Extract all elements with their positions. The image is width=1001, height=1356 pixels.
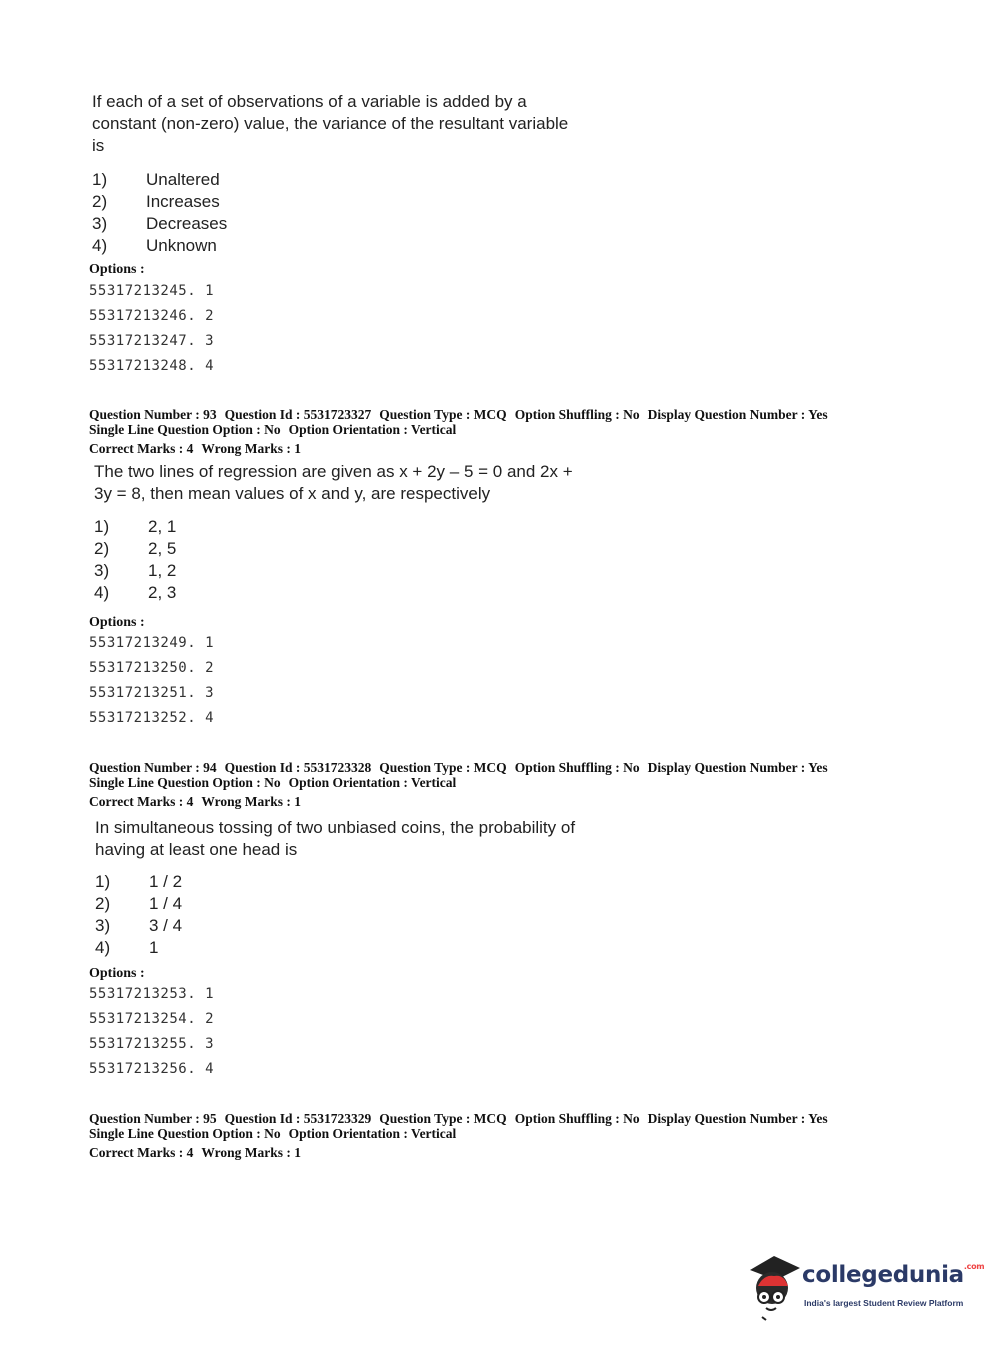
collegedunia-logo: [744, 1252, 985, 1322]
choice-list: [94, 516, 176, 604]
options-label: Options :: [89, 966, 145, 981]
option-id: 55317213256. 4: [89, 1061, 215, 1077]
question-text: The two lines of regression are given as x + 2y – 5 = 0 and 2x + 3y = 8, then mean values of x and y, are respectively: [94, 462, 573, 503]
choice-item: 4) 2, 3: [94, 583, 177, 602]
question-text: In simultaneous tossing of two unbiased coins, the probability of having at least one head is: [95, 818, 576, 859]
choice-item: 2) 1 / 4: [95, 894, 183, 913]
option-id: 55317213250. 2: [89, 660, 215, 676]
choice-item: 1) 2, 1: [94, 517, 177, 536]
q92-block: [92, 91, 568, 157]
choice-item: 1) Unaltered: [92, 170, 220, 189]
choice-list: [95, 871, 182, 959]
options-label: Options :: [89, 262, 145, 277]
question-meta: Question Number : 93 Question Id : 5531723327 Question Type : MCQ Option Shuffling : No Display Question Number : Yes Single Line Question Option : No Option Orientation : Vertical: [89, 407, 828, 437]
option-id-list: [89, 279, 214, 379]
marks-info: Correct Marks : 4 Wrong Marks : 1: [89, 1145, 301, 1160]
option-id: 55317213247. 3: [89, 333, 215, 349]
option-id-list: [89, 631, 214, 731]
question-text: If each of a set of observations of a variable is added by a constant (non-zero) value, the variance of the resultant variable is: [92, 92, 569, 155]
option-id: 55317213252. 4: [89, 710, 215, 726]
choice-item: 3) 3 / 4: [95, 916, 183, 935]
option-id: 55317213255. 3: [89, 1036, 215, 1052]
choice-item: 2) Increases: [92, 192, 220, 211]
brand-tagline: India's largest Student Review Platform: [804, 1298, 964, 1308]
option-id: 55317213246. 2: [89, 308, 215, 324]
choice-item: 4) 1: [95, 938, 159, 957]
option-id: 55317213245. 1: [89, 283, 215, 299]
brand-name: collegedunia$^{.com}$: [802, 1262, 985, 1288]
options-label: Options :: [89, 615, 145, 630]
option-id: 55317213248. 4: [89, 358, 215, 374]
option-id-list: [89, 982, 214, 1082]
marks-info: Correct Marks : 4 Wrong Marks : 1: [89, 794, 301, 809]
marks-info: Correct Marks : 4 Wrong Marks : 1: [89, 441, 301, 456]
choice-item: 3) 1, 2: [94, 561, 177, 580]
choice-item: 2) 2, 5: [94, 539, 177, 558]
option-id: 55317213254. 2: [89, 1011, 215, 1027]
choice-list: [92, 169, 227, 257]
question-meta: Question Number : 95 Question Id : 5531723329 Question Type : MCQ Option Shuffling : No Display Question Number : Yes Single Line Question Option : No Option Orientation : Vertical: [89, 1111, 828, 1141]
option-id: 55317213249. 1: [89, 635, 215, 651]
choice-item: 1) 1 / 2: [95, 872, 183, 891]
choice-item: 3) Decreases: [92, 214, 228, 233]
option-id: 55317213253. 1: [89, 986, 215, 1002]
question-meta: Question Number : 94 Question Id : 5531723328 Question Type : MCQ Option Shuffling : No Display Question Number : Yes Single Line Question Option : No Option Orientation : Vertical: [89, 760, 828, 790]
mascot-logo-icon: [744, 1252, 804, 1322]
choice-item: 4) Unknown: [92, 236, 217, 255]
option-id: 55317213251. 3: [89, 685, 215, 701]
